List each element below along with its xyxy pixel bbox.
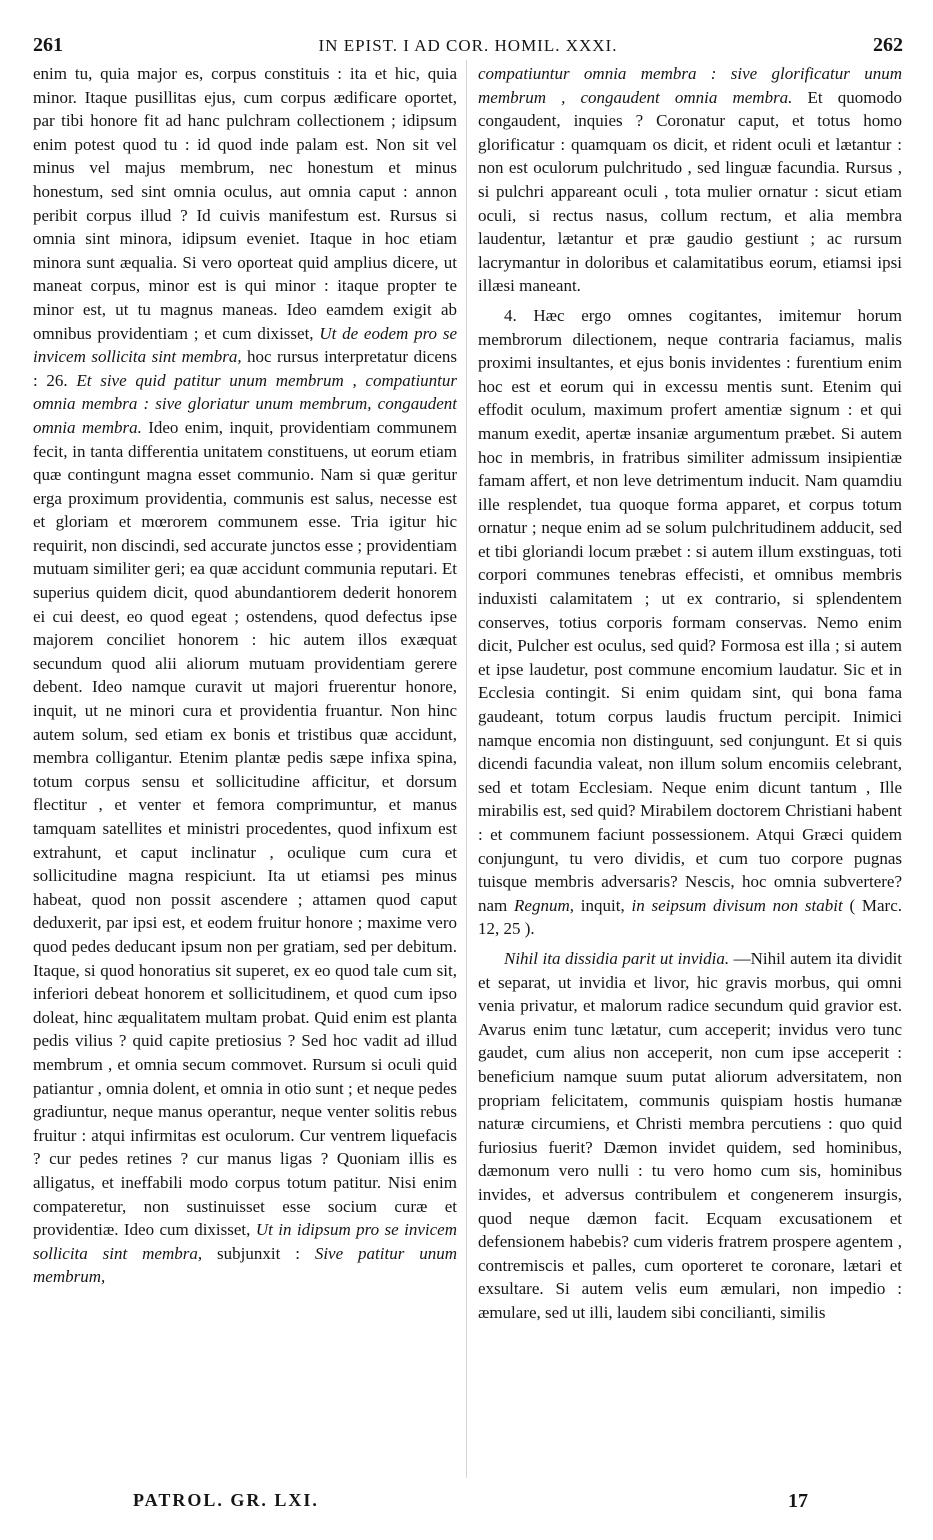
text-run: —Nihil autem ita dividit et separat, ut invidia et livor, hic gravis morbus, qui omni venia privatur, et malorum radice secundum quid gravior est. Avarus enim tunc lætatur, cum acceperit; invidus vero tunc gaudet, cum alius non acceperit, non cum ipse acceperit : beneficium namque suum putat aliorum adversitatem, non propriam felicitatem, communis quispiam hostis humanæ naturæ circumiens, et Christi membra percutiens : quo quid furiosius fuerit? Dæmon invidet quidem, sed hominibus, dæmonum vero nulli : tu vero homo cum sis, hominibus invides, et adversus contribulem et congenerem insurgis, quod neque dæmon facit. Ecquam excusationem et defensionem habebis? cum videris fratrem prospere agentem , contremiscis et palles, cum oporteret te coronare, lætari et exsultare. Si autem velis eum æmulari, non impedio : æmulare, sed ut illi, laudem sibi concilianti, similis [478,948,902,1322]
right-paragraph [478,62,902,298]
right-paragraph [478,304,902,941]
page-number-right: 262 [873,34,903,56]
scripture-quote: compatiuntur omnia membra : sive glorificatur unum membrum , congaudent omnia membra. [478,64,902,107]
page-header [33,34,903,60]
page-footer [33,1490,903,1520]
sheet-number: 17 [788,1490,808,1512]
left-paragraph [33,62,457,1289]
text-run: inquit, [580,895,625,915]
scripture-quote: Et sive quid patitur unum membrum , compatiuntur omnia membra : sive gloriatur unum membrum, congaudent omnia membra. [33,370,457,437]
page-number-left: 261 [33,34,63,56]
scripture-quote: in seipsum divisum non stabit [631,895,843,915]
scripture-quote: Regnum, [514,895,575,915]
citation: ( Marc. 12, 25 ). [478,895,902,939]
text-run: Ideo enim, inquit, providentiam communem fecit, in tanta differentia unitatem constituens, ut eorum etiam quæ contingunt magna esset communio. Nam si quæ geritur erga proximum providentia, communis est salus, necesse est et gloriam et mœrorem communem esse. Tria igitur hic requirit, non discindi, sed accurate junctos esse ; providentiam mutuam similiter geri; ea quæ accidunt communia reputari. Et superius quidem dicit, quod abundantiorem dederit honorem ei cui deest, eo quod egeat ; ostendens, quod defectus ipse majorem conciliet honorem : hic autem illos exæquat secundum quod alii aliorum mutuam providentiam gerere debent. Ideo namque curavit ut majori fruerentur honore, inquit, ut ne minori cura et providentia fruantur. Non hinc autem solum, sed etiam ex bonis et tristibus quæ accidunt, membra colligantur. Etenim plantæ pedis sæpe infixa spina, totum corpus sensu et sollicitudine afficitur, et dorsum flectitur , et venter et femora comprimuntur, et manus tamquam satellites et ministri procedentes, quod infixum est extrahunt, et caput inclinatur , oculique cum cura et sollicitudine magna respiciunt. Ita ut etiamsi pes minus habeat, quod non possit ascendere ; attamen quod caput deduxerit, par ipsi est, et eodem fruitur honore ; maxime vero quod pedes deducant ipsum non per gratiam, sed per debitum. Itaque, si quod honoratius sit superet, ex eo quod tale cum sit, inferiori debeat honorem et sollicitudinem, et quod cum ipso doleat, hinc æqualitatem multam probat. Quid enim est planta pedis vilius ? quid capite pretiosius ? Sed hoc vadit ad illud membrum , et omnia secum commovet. Rursum si oculi quid patiantur , omnia dolent, et omnia in otio sunt ; et neque pedes gradiuntur, neque manus operantur, neque venter solitis rebus fruitur : atqui infirmitas est oculorum. Cur ventrem liquefacis ? cur pedes retines ? cur manus ligas ? Quoniam illis es alligatus, et ineffabili modo corpus totum patitur. Nisi enim compateretur, non sustinuisset esse socium curæ et providentiæ. Ideo cum dixisset, [33,417,457,1240]
right-paragraph [478,947,902,1325]
scripture-quote: Ut in idipsum pro se invicem sollicita sint membra, [33,1220,457,1263]
right-column [478,62,902,1480]
scripture-quote: Ut de eodem pro se invicem sollicita sint membra, [33,323,457,367]
text-run: Et quomodo congaudent, inquies ? Coronatur caput, et totus homo glorificatur : quamquam os dicit, et rident oculi et lætantur : non est oculorum pulchritudo , sed linguæ facundia. Rursus , si pulchri appareant oculi , tota mulier ornatur : sicut etiam oculi, si rectus nasus, collum rectum, et alia membra laudentur, lætantur et præ gaudio gestiunt ; ac rursum lacrymantur in doloribus et calamitatibus eorum, etiamsi ipsi illæsi maneant. [478,87,902,296]
text-run: subjunxit : [217,1243,300,1263]
signature-mark: PATROL. GR. LXI. [133,1490,319,1510]
text-run: enim tu, quia major es, corpus constituis : ita et hic, quia minor. Itaque pusillitas ejus, cum corpus ædificare oportet, par tibi honore fit ad hanc pulchram collectionem ; idipsum enim potest quod tu : id quod inde palam est. Non sit vel minus vel majus membrum, nec honestum et minus honestum, sed sint omnia oculus, aut omnia caput : annon peribit corpus illud ? Id cuivis manifestum est. Rursus si omnia sint minora, idipsum eveniet. Itaque in hoc etiam minora sunt æqualia. Si vero oporteat quid amplius dicere, ut maneat corpus, minor est is qui minor : itaque propter te minor est, ut tu magnus maneas. Ideo eamdem exigit ab omnibus providentiam ; et cum dixisset, [33,64,457,343]
text-run: hoc rursus interpretatur dicens : 26. [33,347,457,390]
scripture-quote: Sive patitur unum membrum, [33,1243,457,1287]
column-divider [466,60,467,1478]
text-run: 4. Hæc ergo omnes cogitantes, imitemur horum membrorum dilectionem, neque contraria faciamus, malis proximi insultantes, et ejus bonis invidentes : furentium enim hoc est et eorum qui in excessu mentis sunt. Etenim qui effodit oculum, maximum profert amentiæ signum : et qui manum exedit, apertæ insaniæ argumentum præbet. Si autem hoc in membris, in fratribus similiter admissum insipientiæ famam affert, et non leve detrimentum inducit. Nam quamdiu ille resplendet, tua quoque forma apparet, et corpus totum ornatur ; neque enim ad se solum pulchritudinem adducit, sed et tibi gloriandi locum præbet : si autem illum exstinguas, toti corpori communes tenebras effecisti, et omnibus membris induxisti calamitatem ; ut ex contrario, si splendentem conserves, totius corporis formam conservas. Nemo enim dicit, Pulcher est oculus, sed quid? Formosa est illa ; si autem et ipse laudetur, post commune encomium laudatur. Sic et in Ecclesia contingit. Si enim quidam sint, qui bona fama gaudeant, totum corpus laudis fructum percipit. Inimici namque encomia non distinguunt, sed conjungunt. Et si quis dicendi facundia valeat, non illum solum encomiis celebrant, sed et totam Ecclesiam. Neque enim dicunt tantum , Ille mirabilis est, sed quid? Mirabilem doctorem Christiani habent : et communem faciunt possessionem. Atqui Græci quidem conjungunt, tu vero dividis, et cum tuo corpore pugnas tuisque membris adversaris? Nescis, hoc omnia subvertere? nam [478,305,902,915]
running-title: IN EPIST. I AD COR. HOMIL. XXXI. [318,36,618,55]
section-heading: Nihil ita dissidia parit ut invidia. [504,948,730,968]
left-column [33,62,457,1480]
